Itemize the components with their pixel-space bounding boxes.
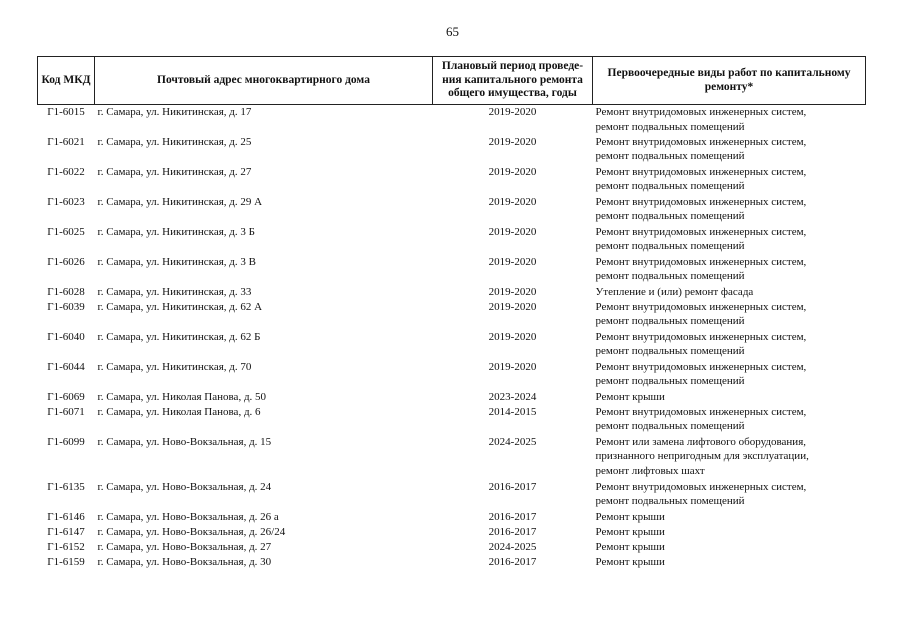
row-period: 2019-2020 bbox=[488, 106, 537, 118]
row-works bbox=[593, 255, 866, 285]
row-works-line: Ремонт внутридомовых инженерных систем, bbox=[595, 225, 807, 238]
table-row bbox=[38, 195, 866, 225]
row-works-line: Ремонт внутридомовых инженерных систем, bbox=[595, 165, 807, 178]
row-address: г. Самара, ул. Никитинская, д. 3 В bbox=[97, 255, 256, 268]
row-works-line: ремонт подвальных помещений bbox=[595, 150, 745, 162]
row-address: г. Самара, ул. Никитинская, д. 25 bbox=[97, 135, 252, 148]
table-row bbox=[38, 480, 866, 510]
row-works-line: ремонт подвальных помещений bbox=[595, 210, 745, 222]
header-period-line: общего имущества, годы bbox=[448, 87, 577, 100]
row-address: г. Самара, ул. Никитинская, д. 29 А bbox=[97, 195, 263, 208]
row-code: Г1-6039 bbox=[47, 300, 85, 313]
row-code: Г1-6022 bbox=[47, 165, 85, 178]
row-code: Г1-6159 bbox=[47, 555, 85, 568]
header-address: Почтовый адрес многоквартирного дома bbox=[95, 57, 433, 105]
row-period: 2019-2020 bbox=[488, 300, 537, 313]
table-row bbox=[38, 165, 866, 195]
row-address: г. Самара, ул. Ново-Вокзальная, д. 30 bbox=[97, 555, 272, 568]
row-works bbox=[593, 480, 866, 510]
row-works-line: Ремонт внутридомовых инженерных систем, bbox=[595, 360, 807, 373]
row-address: г. Самара, ул. Ново-Вокзальная, д. 24 bbox=[97, 480, 272, 493]
row-period: 2019-2020 bbox=[488, 195, 537, 208]
row-works bbox=[593, 195, 866, 225]
row-works bbox=[593, 405, 866, 435]
row-period: 2024-2025 bbox=[488, 540, 537, 553]
row-period: 2024-2025 bbox=[488, 435, 537, 448]
row-address: г. Самара, ул. Никитинская, д. 17 bbox=[97, 106, 252, 118]
row-period: 2016-2017 bbox=[488, 555, 537, 568]
table-row bbox=[38, 555, 866, 570]
row-address: г. Самара, ул. Никитинская, д. 27 bbox=[97, 165, 252, 178]
table-header bbox=[38, 57, 866, 105]
header-period bbox=[433, 57, 593, 105]
row-period: 2019-2020 bbox=[488, 255, 537, 268]
header-works bbox=[593, 57, 866, 105]
header-works-line: ремонту* bbox=[704, 80, 754, 93]
row-period: 2016-2017 bbox=[488, 480, 537, 493]
row-works-line: ремонт подвальных помещений bbox=[595, 315, 745, 327]
row-address: г. Самара, ул. Ново-Вокзальная, д. 26/24 bbox=[97, 525, 286, 538]
row-address: г. Самара, ул. Никитинская, д. 70 bbox=[97, 360, 252, 373]
row-code: Г1-6099 bbox=[47, 435, 85, 448]
row-works bbox=[593, 390, 866, 405]
table-row bbox=[38, 435, 866, 480]
row-works bbox=[593, 525, 866, 540]
row-works bbox=[593, 225, 866, 255]
row-works bbox=[593, 285, 866, 300]
row-code: Г1-6071 bbox=[47, 405, 85, 418]
table-row bbox=[38, 390, 866, 405]
row-code: Г1-6028 bbox=[47, 285, 85, 298]
row-period: 2019-2020 bbox=[488, 165, 537, 178]
table-row bbox=[38, 330, 866, 360]
row-works-line: Ремонт внутридомовых инженерных систем, bbox=[595, 480, 807, 493]
header-period-line: Плановый период проведе- bbox=[441, 60, 584, 73]
table-row bbox=[38, 285, 866, 300]
row-works-line: Ремонт внутридомовых инженерных систем, bbox=[595, 300, 807, 313]
row-address: г. Самара, ул. Никитинская, д. 3 Б bbox=[97, 225, 255, 238]
row-works-line: Ремонт внутридомовых инженерных систем, bbox=[595, 330, 807, 343]
row-code: Г1-6069 bbox=[47, 390, 85, 403]
row-code: Г1-6135 bbox=[47, 480, 85, 493]
row-works-line: Ремонт внутридомовых инженерных систем, bbox=[595, 195, 807, 208]
row-period: 2019-2020 bbox=[488, 135, 537, 148]
row-works-line: ремонт подвальных помещений bbox=[595, 420, 745, 432]
row-works-line: Ремонт крыши bbox=[595, 390, 665, 403]
housing-repair-table bbox=[37, 56, 866, 570]
table-row bbox=[38, 255, 866, 285]
row-address: г. Самара, ул. Николая Панова, д. 50 bbox=[97, 390, 267, 403]
row-works-line: ремонт лифтовых шахт bbox=[595, 464, 705, 477]
row-period: 2016-2017 bbox=[488, 510, 537, 523]
row-works-line: Ремонт крыши bbox=[595, 555, 665, 568]
row-period: 2019-2020 bbox=[488, 285, 537, 298]
row-code: Г1-6015 bbox=[47, 106, 85, 118]
row-works bbox=[593, 135, 866, 165]
table-row bbox=[38, 135, 866, 165]
row-address: г. Самара, ул. Ново-Вокзальная, д. 27 bbox=[97, 540, 272, 553]
row-code: Г1-6040 bbox=[47, 330, 85, 343]
row-works-line: ремонт подвальных помещений bbox=[595, 120, 745, 133]
row-works bbox=[593, 165, 866, 195]
row-address: г. Самара, ул. Никитинская, д. 62 Б bbox=[97, 330, 261, 343]
row-works bbox=[593, 555, 866, 570]
row-works-line: Ремонт крыши bbox=[595, 540, 665, 553]
row-code: Г1-6152 bbox=[47, 540, 85, 553]
row-code: Г1-6026 bbox=[47, 255, 85, 268]
table-row bbox=[38, 525, 866, 540]
header-works-line: Первоочередные виды работ по капитальному bbox=[607, 67, 851, 79]
table-row bbox=[38, 360, 866, 390]
row-address: г. Самара, ул. Никитинская, д. 62 А bbox=[97, 300, 263, 313]
table-body bbox=[38, 105, 866, 570]
table-row bbox=[38, 405, 866, 435]
row-works-line: ремонт подвальных помещений bbox=[595, 345, 745, 357]
table-row bbox=[38, 105, 866, 135]
table-row bbox=[38, 510, 866, 525]
row-period: 2014-2015 bbox=[488, 405, 537, 418]
table-row bbox=[38, 300, 866, 330]
row-works bbox=[593, 540, 866, 555]
header-code: Код МКД bbox=[38, 57, 95, 105]
row-works bbox=[593, 435, 866, 480]
header-period-line: ния капитального ремонта bbox=[442, 73, 583, 86]
row-code: Г1-6021 bbox=[47, 135, 85, 148]
row-works-line: ремонт подвальных помещений bbox=[595, 270, 745, 282]
table-row bbox=[38, 540, 866, 555]
row-code: Г1-6147 bbox=[47, 525, 85, 538]
row-works-line: ремонт подвальных помещений bbox=[595, 240, 745, 252]
row-period: 2019-2020 bbox=[488, 360, 537, 373]
row-period: 2016-2017 bbox=[488, 525, 537, 538]
row-works-line: ремонт подвальных помещений bbox=[595, 495, 745, 507]
row-code: Г1-6146 bbox=[47, 510, 85, 523]
row-code: Г1-6025 bbox=[47, 225, 85, 238]
row-works-line: Ремонт крыши bbox=[595, 525, 665, 538]
row-address: г. Самара, ул. Ново-Вокзальная, д. 15 bbox=[97, 435, 272, 448]
row-works bbox=[593, 300, 866, 330]
row-works-line: Ремонт внутридомовых инженерных систем, bbox=[595, 405, 807, 418]
row-works-line: признанного непригодным для эксплуатации, bbox=[595, 450, 809, 462]
row-works-line: Утепление и (или) ремонт фасада bbox=[595, 285, 754, 298]
row-address: г. Самара, ул. Никитинская, д. 33 bbox=[97, 285, 252, 298]
row-period: 2019-2020 bbox=[488, 225, 537, 238]
row-works bbox=[593, 105, 866, 135]
row-works-line: ремонт подвальных помещений bbox=[595, 180, 745, 192]
row-code: Г1-6044 bbox=[47, 360, 85, 373]
table-row bbox=[38, 225, 866, 255]
page-number: 65 bbox=[446, 24, 459, 39]
row-period: 2023-2024 bbox=[488, 390, 537, 403]
row-works bbox=[593, 510, 866, 525]
row-works bbox=[593, 360, 866, 390]
row-works-line: ремонт подвальных помещений bbox=[595, 375, 745, 387]
row-works-line: Ремонт внутридомовых инженерных систем, bbox=[595, 135, 807, 148]
row-address: г. Самара, ул. Николая Панова, д. 6 bbox=[97, 405, 261, 418]
row-works-line: Ремонт крыши bbox=[595, 510, 665, 523]
row-period: 2019-2020 bbox=[488, 330, 537, 343]
row-works-line: Ремонт или замена лифтового оборудования, bbox=[595, 435, 807, 448]
row-works-line: Ремонт внутридомовых инженерных систем, bbox=[595, 106, 807, 118]
row-code: Г1-6023 bbox=[47, 195, 85, 208]
row-works-line: Ремонт внутридомовых инженерных систем, bbox=[595, 255, 807, 268]
row-works bbox=[593, 330, 866, 360]
row-address: г. Самара, ул. Ново-Вокзальная, д. 26 а bbox=[97, 510, 279, 523]
